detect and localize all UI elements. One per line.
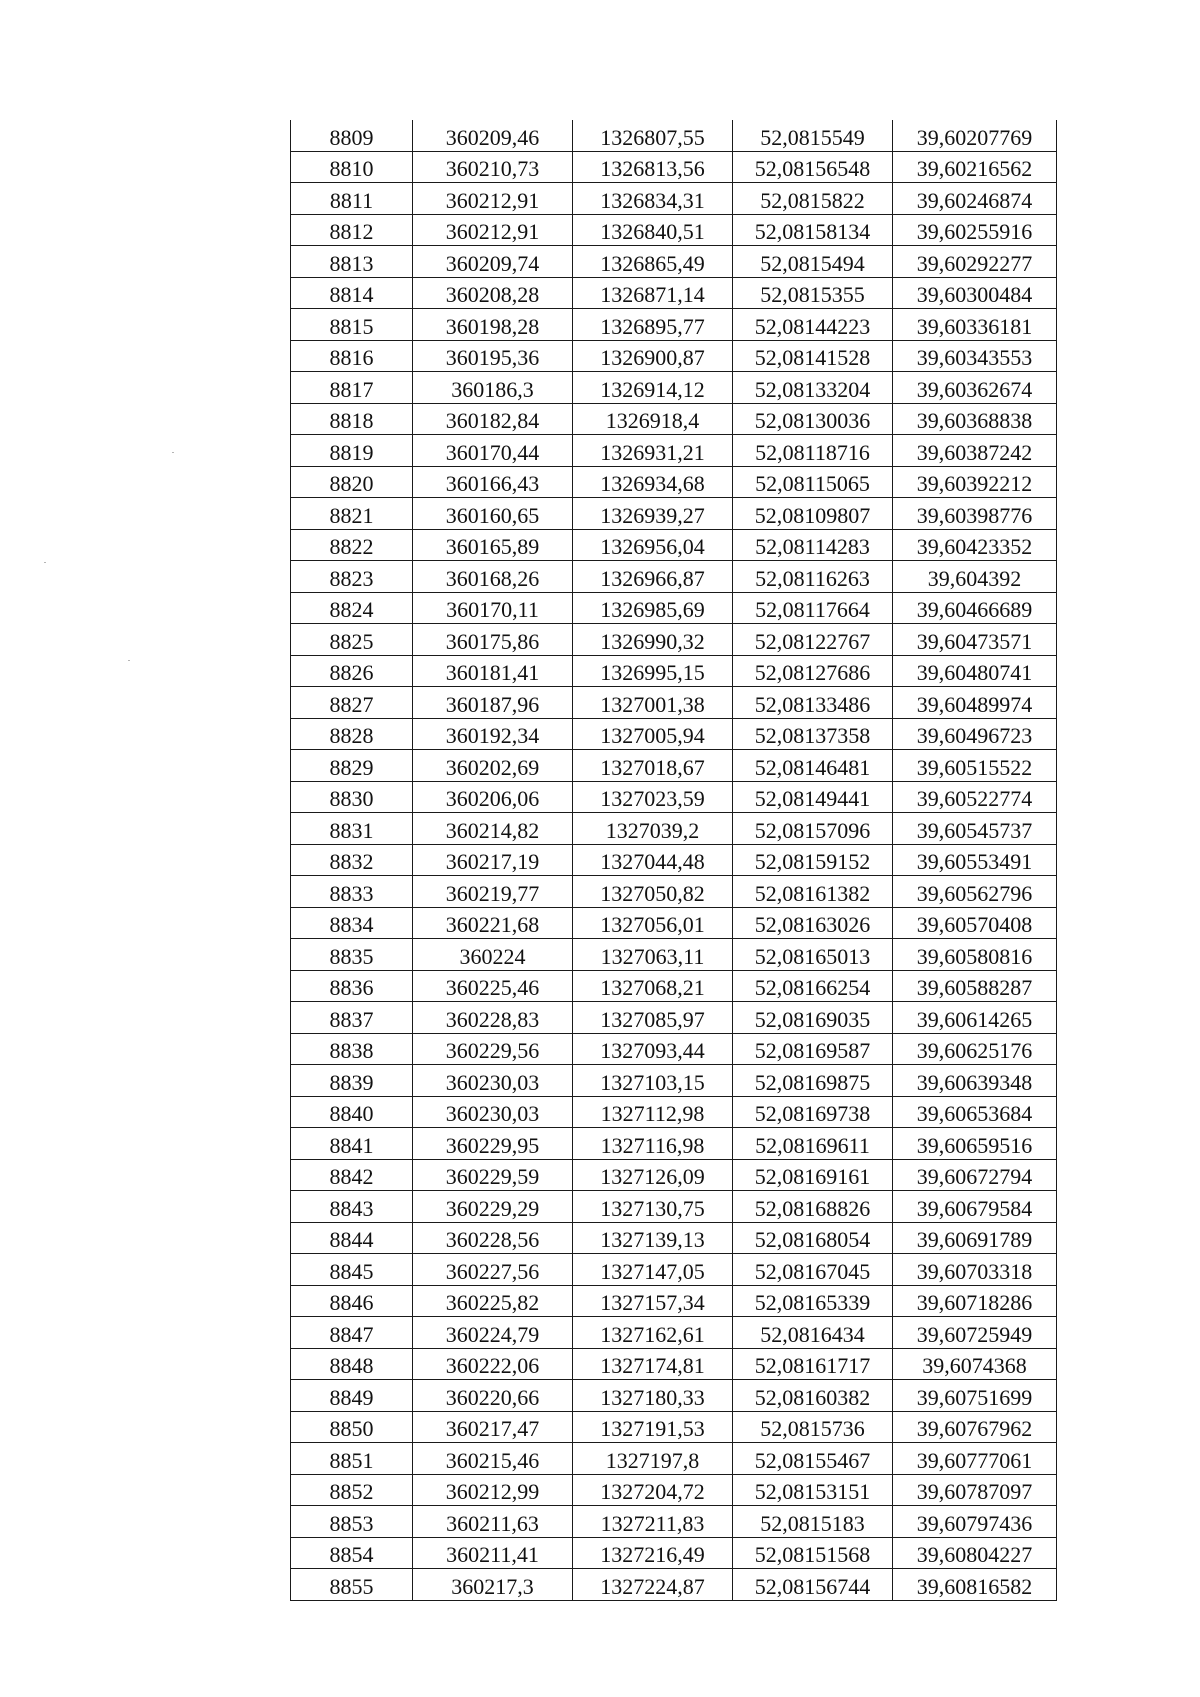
coordinates-table-body xyxy=(291,120,1057,1600)
table-row xyxy=(291,151,1057,183)
table-row xyxy=(291,1002,1057,1034)
point-number-cell: 8844 xyxy=(291,1222,413,1254)
scan-speck xyxy=(44,562,46,563)
x-coordinate-cell: 360168,26 xyxy=(413,561,573,593)
latitude-cell: 52,08168826 xyxy=(733,1191,893,1223)
longitude-cell: 39,60751699 xyxy=(893,1380,1057,1412)
x-coordinate-cell: 360212,91 xyxy=(413,214,573,246)
longitude-cell: 39,60387242 xyxy=(893,435,1057,467)
point-number-cell: 8813 xyxy=(291,246,413,278)
table-row xyxy=(291,435,1057,467)
longitude-cell: 39,60300484 xyxy=(893,277,1057,309)
latitude-cell: 52,0815183 xyxy=(733,1506,893,1538)
y-coordinate-cell: 1327093,44 xyxy=(573,1033,733,1065)
table-row xyxy=(291,1159,1057,1191)
x-coordinate-cell: 360208,28 xyxy=(413,277,573,309)
x-coordinate-cell: 360228,83 xyxy=(413,1002,573,1034)
latitude-cell: 52,08155467 xyxy=(733,1443,893,1475)
y-coordinate-cell: 1327050,82 xyxy=(573,876,733,908)
latitude-cell: 52,08144223 xyxy=(733,309,893,341)
y-coordinate-cell: 1326895,77 xyxy=(573,309,733,341)
point-number-cell: 8840 xyxy=(291,1096,413,1128)
latitude-cell: 52,08115065 xyxy=(733,466,893,498)
y-coordinate-cell: 1327068,21 xyxy=(573,970,733,1002)
x-coordinate-cell: 360211,63 xyxy=(413,1506,573,1538)
latitude-cell: 52,08158134 xyxy=(733,214,893,246)
latitude-cell: 52,08137358 xyxy=(733,718,893,750)
y-coordinate-cell: 1327162,61 xyxy=(573,1317,733,1349)
point-number-cell: 8851 xyxy=(291,1443,413,1475)
point-number-cell: 8825 xyxy=(291,624,413,656)
longitude-cell: 39,60392212 xyxy=(893,466,1057,498)
x-coordinate-cell: 360217,3 xyxy=(413,1569,573,1601)
point-number-cell: 8832 xyxy=(291,844,413,876)
longitude-cell: 39,60804227 xyxy=(893,1537,1057,1569)
y-coordinate-cell: 1326871,14 xyxy=(573,277,733,309)
x-coordinate-cell: 360222,06 xyxy=(413,1348,573,1380)
y-coordinate-cell: 1327157,34 xyxy=(573,1285,733,1317)
x-coordinate-cell: 360187,96 xyxy=(413,687,573,719)
x-coordinate-cell: 360217,19 xyxy=(413,844,573,876)
longitude-cell: 39,60362674 xyxy=(893,372,1057,404)
point-number-cell: 8839 xyxy=(291,1065,413,1097)
longitude-cell: 39,60580816 xyxy=(893,939,1057,971)
y-coordinate-cell: 1327018,67 xyxy=(573,750,733,782)
latitude-cell: 52,08117664 xyxy=(733,592,893,624)
point-number-cell: 8842 xyxy=(291,1159,413,1191)
table-row xyxy=(291,120,1057,151)
scan-speck xyxy=(128,660,130,661)
point-number-cell: 8831 xyxy=(291,813,413,845)
x-coordinate-cell: 360230,03 xyxy=(413,1065,573,1097)
latitude-cell: 52,08169161 xyxy=(733,1159,893,1191)
longitude-cell: 39,60368838 xyxy=(893,403,1057,435)
longitude-cell: 39,60570408 xyxy=(893,907,1057,939)
y-coordinate-cell: 1326934,68 xyxy=(573,466,733,498)
table-row xyxy=(291,1096,1057,1128)
point-number-cell: 8811 xyxy=(291,183,413,215)
longitude-cell: 39,60725949 xyxy=(893,1317,1057,1349)
latitude-cell: 52,08156548 xyxy=(733,151,893,183)
x-coordinate-cell: 360206,06 xyxy=(413,781,573,813)
table-row xyxy=(291,970,1057,1002)
latitude-cell: 52,08114283 xyxy=(733,529,893,561)
latitude-cell: 52,08153151 xyxy=(733,1474,893,1506)
x-coordinate-cell: 360182,84 xyxy=(413,403,573,435)
table-row xyxy=(291,750,1057,782)
latitude-cell: 52,08160382 xyxy=(733,1380,893,1412)
point-number-cell: 8819 xyxy=(291,435,413,467)
x-coordinate-cell: 360210,73 xyxy=(413,151,573,183)
point-number-cell: 8815 xyxy=(291,309,413,341)
longitude-cell: 39,60216562 xyxy=(893,151,1057,183)
table-row xyxy=(291,183,1057,215)
table-row xyxy=(291,876,1057,908)
x-coordinate-cell: 360175,86 xyxy=(413,624,573,656)
y-coordinate-cell: 1326807,55 xyxy=(573,120,733,151)
latitude-cell: 52,08118716 xyxy=(733,435,893,467)
longitude-cell: 39,60255916 xyxy=(893,214,1057,246)
x-coordinate-cell: 360214,82 xyxy=(413,813,573,845)
point-number-cell: 8809 xyxy=(291,120,413,151)
x-coordinate-cell: 360209,74 xyxy=(413,246,573,278)
table-row xyxy=(291,718,1057,750)
table-row xyxy=(291,907,1057,939)
longitude-cell: 39,60691789 xyxy=(893,1222,1057,1254)
point-number-cell: 8835 xyxy=(291,939,413,971)
x-coordinate-cell: 360220,66 xyxy=(413,1380,573,1412)
point-number-cell: 8848 xyxy=(291,1348,413,1380)
table-row xyxy=(291,1317,1057,1349)
table-row xyxy=(291,592,1057,624)
point-number-cell: 8823 xyxy=(291,561,413,593)
latitude-cell: 52,08169738 xyxy=(733,1096,893,1128)
longitude-cell: 39,60466689 xyxy=(893,592,1057,624)
latitude-cell: 52,08141528 xyxy=(733,340,893,372)
x-coordinate-cell: 360215,46 xyxy=(413,1443,573,1475)
table-row xyxy=(291,1222,1057,1254)
scan-speck xyxy=(172,452,174,453)
x-coordinate-cell: 360219,77 xyxy=(413,876,573,908)
x-coordinate-cell: 360227,56 xyxy=(413,1254,573,1286)
x-coordinate-cell: 360221,68 xyxy=(413,907,573,939)
table-row xyxy=(291,1411,1057,1443)
y-coordinate-cell: 1327001,38 xyxy=(573,687,733,719)
table-row xyxy=(291,372,1057,404)
x-coordinate-cell: 360211,41 xyxy=(413,1537,573,1569)
longitude-cell: 39,60473571 xyxy=(893,624,1057,656)
longitude-cell: 39,60246874 xyxy=(893,183,1057,215)
longitude-cell: 39,60545737 xyxy=(893,813,1057,845)
x-coordinate-cell: 360229,29 xyxy=(413,1191,573,1223)
latitude-cell: 52,0815549 xyxy=(733,120,893,151)
latitude-cell: 52,08169035 xyxy=(733,1002,893,1034)
x-coordinate-cell: 360229,56 xyxy=(413,1033,573,1065)
y-coordinate-cell: 1327005,94 xyxy=(573,718,733,750)
latitude-cell: 52,08157096 xyxy=(733,813,893,845)
point-number-cell: 8826 xyxy=(291,655,413,687)
longitude-cell: 39,604392 xyxy=(893,561,1057,593)
longitude-cell: 39,60816582 xyxy=(893,1569,1057,1601)
point-number-cell: 8852 xyxy=(291,1474,413,1506)
latitude-cell: 52,08169611 xyxy=(733,1128,893,1160)
longitude-cell: 39,60659516 xyxy=(893,1128,1057,1160)
table-row xyxy=(291,813,1057,845)
longitude-cell: 39,60588287 xyxy=(893,970,1057,1002)
point-number-cell: 8837 xyxy=(291,1002,413,1034)
point-number-cell: 8836 xyxy=(291,970,413,1002)
latitude-cell: 52,0816434 xyxy=(733,1317,893,1349)
table-row xyxy=(291,403,1057,435)
longitude-cell: 39,60515522 xyxy=(893,750,1057,782)
longitude-cell: 39,6074368 xyxy=(893,1348,1057,1380)
x-coordinate-cell: 360217,47 xyxy=(413,1411,573,1443)
y-coordinate-cell: 1327056,01 xyxy=(573,907,733,939)
longitude-cell: 39,60480741 xyxy=(893,655,1057,687)
x-coordinate-cell: 360228,56 xyxy=(413,1222,573,1254)
table-row xyxy=(291,1191,1057,1223)
x-coordinate-cell: 360170,44 xyxy=(413,435,573,467)
longitude-cell: 39,60639348 xyxy=(893,1065,1057,1097)
y-coordinate-cell: 1326990,32 xyxy=(573,624,733,656)
x-coordinate-cell: 360229,95 xyxy=(413,1128,573,1160)
latitude-cell: 52,08109807 xyxy=(733,498,893,530)
longitude-cell: 39,60522774 xyxy=(893,781,1057,813)
point-number-cell: 8816 xyxy=(291,340,413,372)
y-coordinate-cell: 1327216,49 xyxy=(573,1537,733,1569)
point-number-cell: 8834 xyxy=(291,907,413,939)
latitude-cell: 52,0815355 xyxy=(733,277,893,309)
point-number-cell: 8846 xyxy=(291,1285,413,1317)
point-number-cell: 8828 xyxy=(291,718,413,750)
table-row xyxy=(291,939,1057,971)
x-coordinate-cell: 360229,59 xyxy=(413,1159,573,1191)
x-coordinate-cell: 360181,41 xyxy=(413,655,573,687)
longitude-cell: 39,60797436 xyxy=(893,1506,1057,1538)
longitude-cell: 39,60553491 xyxy=(893,844,1057,876)
longitude-cell: 39,60703318 xyxy=(893,1254,1057,1286)
y-coordinate-cell: 1326939,27 xyxy=(573,498,733,530)
y-coordinate-cell: 1327103,15 xyxy=(573,1065,733,1097)
table-row xyxy=(291,466,1057,498)
table-row xyxy=(291,655,1057,687)
latitude-cell: 52,08165339 xyxy=(733,1285,893,1317)
y-coordinate-cell: 1326865,49 xyxy=(573,246,733,278)
longitude-cell: 39,60562796 xyxy=(893,876,1057,908)
x-coordinate-cell: 360224 xyxy=(413,939,573,971)
latitude-cell: 52,08169875 xyxy=(733,1065,893,1097)
longitude-cell: 39,60625176 xyxy=(893,1033,1057,1065)
point-number-cell: 8847 xyxy=(291,1317,413,1349)
latitude-cell: 52,08156744 xyxy=(733,1569,893,1601)
latitude-cell: 52,08168054 xyxy=(733,1222,893,1254)
y-coordinate-cell: 1326931,21 xyxy=(573,435,733,467)
point-number-cell: 8849 xyxy=(291,1380,413,1412)
point-number-cell: 8818 xyxy=(291,403,413,435)
point-number-cell: 8853 xyxy=(291,1506,413,1538)
y-coordinate-cell: 1326956,04 xyxy=(573,529,733,561)
point-number-cell: 8845 xyxy=(291,1254,413,1286)
x-coordinate-cell: 360165,89 xyxy=(413,529,573,561)
y-coordinate-cell: 1326840,51 xyxy=(573,214,733,246)
point-number-cell: 8855 xyxy=(291,1569,413,1601)
y-coordinate-cell: 1327191,53 xyxy=(573,1411,733,1443)
table-row xyxy=(291,561,1057,593)
longitude-cell: 39,60292277 xyxy=(893,246,1057,278)
longitude-cell: 39,60207769 xyxy=(893,120,1057,151)
table-row xyxy=(291,340,1057,372)
x-coordinate-cell: 360160,65 xyxy=(413,498,573,530)
y-coordinate-cell: 1326813,56 xyxy=(573,151,733,183)
point-number-cell: 8850 xyxy=(291,1411,413,1443)
latitude-cell: 52,08163026 xyxy=(733,907,893,939)
x-coordinate-cell: 360225,82 xyxy=(413,1285,573,1317)
longitude-cell: 39,60614265 xyxy=(893,1002,1057,1034)
x-coordinate-cell: 360186,3 xyxy=(413,372,573,404)
table-row xyxy=(291,781,1057,813)
x-coordinate-cell: 360166,43 xyxy=(413,466,573,498)
table-row xyxy=(291,529,1057,561)
point-number-cell: 8812 xyxy=(291,214,413,246)
y-coordinate-cell: 1327180,33 xyxy=(573,1380,733,1412)
y-coordinate-cell: 1326918,4 xyxy=(573,403,733,435)
y-coordinate-cell: 1327023,59 xyxy=(573,781,733,813)
y-coordinate-cell: 1327224,87 xyxy=(573,1569,733,1601)
latitude-cell: 52,0815494 xyxy=(733,246,893,278)
longitude-cell: 39,60423352 xyxy=(893,529,1057,561)
table-row xyxy=(291,277,1057,309)
table-row xyxy=(291,844,1057,876)
table-row xyxy=(291,1254,1057,1286)
table-row xyxy=(291,1285,1057,1317)
x-coordinate-cell: 360195,36 xyxy=(413,340,573,372)
y-coordinate-cell: 1327063,11 xyxy=(573,939,733,971)
latitude-cell: 52,08146481 xyxy=(733,750,893,782)
x-coordinate-cell: 360192,34 xyxy=(413,718,573,750)
y-coordinate-cell: 1327039,2 xyxy=(573,813,733,845)
point-number-cell: 8843 xyxy=(291,1191,413,1223)
table-row xyxy=(291,309,1057,341)
longitude-cell: 39,60777061 xyxy=(893,1443,1057,1475)
latitude-cell: 52,08161382 xyxy=(733,876,893,908)
y-coordinate-cell: 1326966,87 xyxy=(573,561,733,593)
latitude-cell: 52,08149441 xyxy=(733,781,893,813)
x-coordinate-cell: 360209,46 xyxy=(413,120,573,151)
latitude-cell: 52,08133204 xyxy=(733,372,893,404)
latitude-cell: 52,08151568 xyxy=(733,1537,893,1569)
y-coordinate-cell: 1327126,09 xyxy=(573,1159,733,1191)
y-coordinate-cell: 1327204,72 xyxy=(573,1474,733,1506)
table-row xyxy=(291,214,1057,246)
point-number-cell: 8827 xyxy=(291,687,413,719)
point-number-cell: 8821 xyxy=(291,498,413,530)
y-coordinate-cell: 1327116,98 xyxy=(573,1128,733,1160)
longitude-cell: 39,60718286 xyxy=(893,1285,1057,1317)
latitude-cell: 52,08169587 xyxy=(733,1033,893,1065)
latitude-cell: 52,08130036 xyxy=(733,403,893,435)
longitude-cell: 39,60672794 xyxy=(893,1159,1057,1191)
point-number-cell: 8810 xyxy=(291,151,413,183)
y-coordinate-cell: 1327197,8 xyxy=(573,1443,733,1475)
point-number-cell: 8830 xyxy=(291,781,413,813)
point-number-cell: 8814 xyxy=(291,277,413,309)
y-coordinate-cell: 1327211,83 xyxy=(573,1506,733,1538)
table-row xyxy=(291,1474,1057,1506)
x-coordinate-cell: 360170,11 xyxy=(413,592,573,624)
point-number-cell: 8822 xyxy=(291,529,413,561)
y-coordinate-cell: 1326914,12 xyxy=(573,372,733,404)
x-coordinate-cell: 360224,79 xyxy=(413,1317,573,1349)
x-coordinate-cell: 360212,91 xyxy=(413,183,573,215)
x-coordinate-cell: 360198,28 xyxy=(413,309,573,341)
point-number-cell: 8824 xyxy=(291,592,413,624)
table-row xyxy=(291,1443,1057,1475)
y-coordinate-cell: 1327044,48 xyxy=(573,844,733,876)
y-coordinate-cell: 1327174,81 xyxy=(573,1348,733,1380)
y-coordinate-cell: 1327130,75 xyxy=(573,1191,733,1223)
table-row xyxy=(291,246,1057,278)
table-row xyxy=(291,1128,1057,1160)
table-row xyxy=(291,624,1057,656)
table-row xyxy=(291,1033,1057,1065)
latitude-cell: 52,08166254 xyxy=(733,970,893,1002)
latitude-cell: 52,08133486 xyxy=(733,687,893,719)
x-coordinate-cell: 360230,03 xyxy=(413,1096,573,1128)
longitude-cell: 39,60767962 xyxy=(893,1411,1057,1443)
latitude-cell: 52,0815822 xyxy=(733,183,893,215)
table-row xyxy=(291,498,1057,530)
y-coordinate-cell: 1327085,97 xyxy=(573,1002,733,1034)
longitude-cell: 39,60398776 xyxy=(893,498,1057,530)
x-coordinate-cell: 360225,46 xyxy=(413,970,573,1002)
longitude-cell: 39,60679584 xyxy=(893,1191,1057,1223)
y-coordinate-cell: 1326900,87 xyxy=(573,340,733,372)
longitude-cell: 39,60496723 xyxy=(893,718,1057,750)
latitude-cell: 52,08116263 xyxy=(733,561,893,593)
y-coordinate-cell: 1327147,05 xyxy=(573,1254,733,1286)
table-row xyxy=(291,1065,1057,1097)
table-row xyxy=(291,1348,1057,1380)
latitude-cell: 52,08161717 xyxy=(733,1348,893,1380)
y-coordinate-cell: 1326995,15 xyxy=(573,655,733,687)
latitude-cell: 52,08122767 xyxy=(733,624,893,656)
latitude-cell: 52,0815736 xyxy=(733,1411,893,1443)
point-number-cell: 8817 xyxy=(291,372,413,404)
longitude-cell: 39,60343553 xyxy=(893,340,1057,372)
coordinates-table xyxy=(290,120,1057,1601)
point-number-cell: 8829 xyxy=(291,750,413,782)
point-number-cell: 8820 xyxy=(291,466,413,498)
x-coordinate-cell: 360212,99 xyxy=(413,1474,573,1506)
latitude-cell: 52,08165013 xyxy=(733,939,893,971)
point-number-cell: 8838 xyxy=(291,1033,413,1065)
latitude-cell: 52,08127686 xyxy=(733,655,893,687)
table-row xyxy=(291,1569,1057,1601)
point-number-cell: 8854 xyxy=(291,1537,413,1569)
point-number-cell: 8833 xyxy=(291,876,413,908)
x-coordinate-cell: 360202,69 xyxy=(413,750,573,782)
point-number-cell: 8841 xyxy=(291,1128,413,1160)
y-coordinate-cell: 1326985,69 xyxy=(573,592,733,624)
y-coordinate-cell: 1327139,13 xyxy=(573,1222,733,1254)
table-row xyxy=(291,1380,1057,1412)
table-row xyxy=(291,687,1057,719)
longitude-cell: 39,60787097 xyxy=(893,1474,1057,1506)
latitude-cell: 52,08159152 xyxy=(733,844,893,876)
y-coordinate-cell: 1327112,98 xyxy=(573,1096,733,1128)
longitude-cell: 39,60653684 xyxy=(893,1096,1057,1128)
table-row xyxy=(291,1506,1057,1538)
table-row xyxy=(291,1537,1057,1569)
longitude-cell: 39,60336181 xyxy=(893,309,1057,341)
y-coordinate-cell: 1326834,31 xyxy=(573,183,733,215)
latitude-cell: 52,08167045 xyxy=(733,1254,893,1286)
longitude-cell: 39,60489974 xyxy=(893,687,1057,719)
